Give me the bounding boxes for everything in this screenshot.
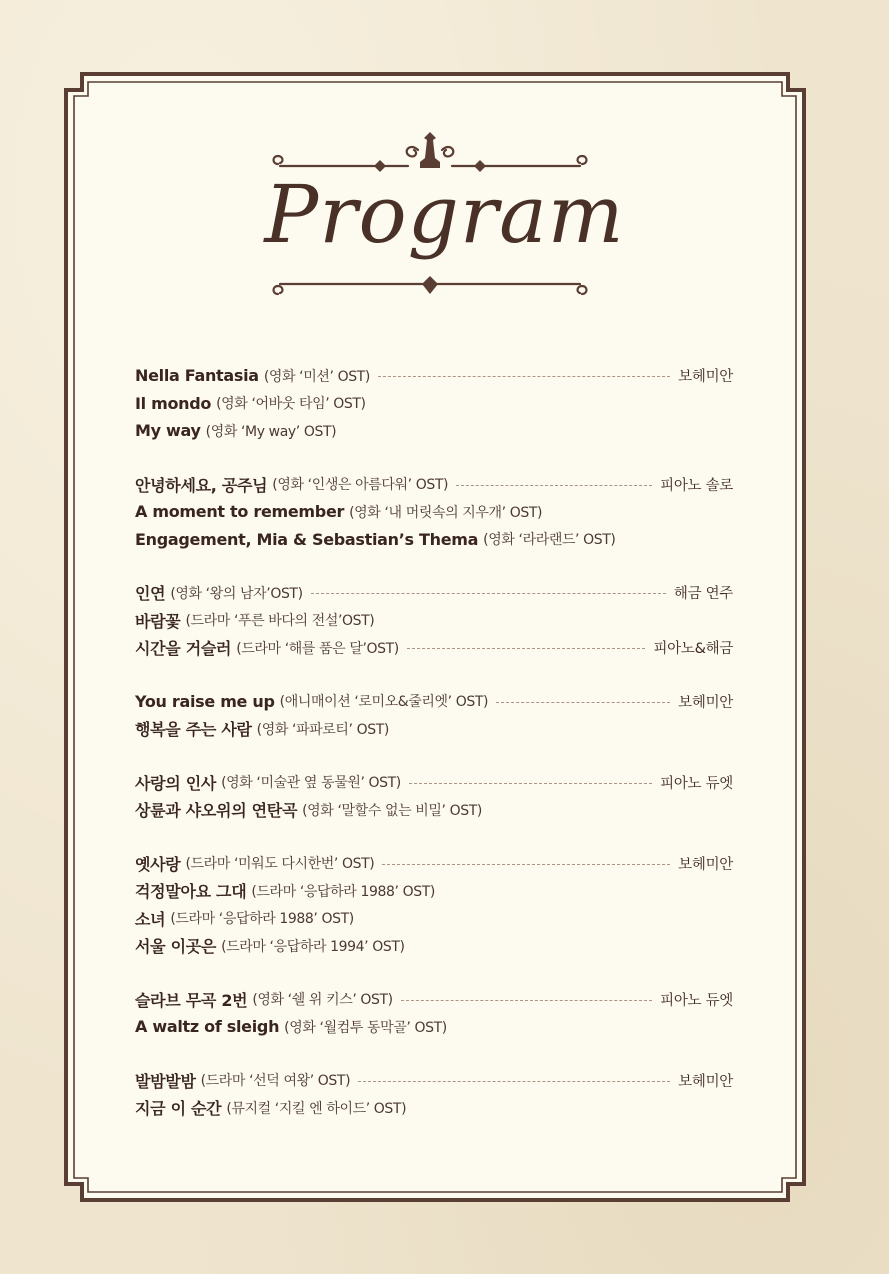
song-title: You raise me up [135,691,275,711]
song-source: (영화 ‘쉘 위 키스’ OST) [252,992,393,1009]
song-source: (영화 ‘My way’ OST) [205,423,337,440]
song-source: (영화 ‘왕의 남자’OST) [170,585,303,602]
program-row [135,932,733,960]
song-title: 행복을 주는 사람 [135,720,252,740]
program-row [135,986,733,1014]
program-row [135,526,733,554]
leader-dots [456,485,652,486]
leader-dots [358,1081,670,1082]
bottom-flourish-icon [270,272,590,302]
program-row [135,1094,733,1122]
song-title: 걱정말아요 그대 [135,882,247,902]
song-source: (영화 ‘월컴투 동막골’ OST) [284,1019,447,1036]
song-title: 안녕하세요, 공주님 [135,475,268,495]
song-title: Engagement, Mia & Sebastian’s Thema [135,529,479,549]
song-source: (드라마 ‘선덕 여왕’ OST) [200,1073,351,1090]
leader-dots [382,864,670,865]
song-source: (영화 ‘미술관 옆 동물원’ OST) [221,775,401,792]
program-group [135,769,733,824]
program-row [135,905,733,933]
song-title: 바람꽃 [135,611,181,631]
performer: 피아노 솔로 [660,477,733,494]
leader-dots [401,1000,652,1001]
leader-dots [407,648,646,649]
song-title: 인연 [135,584,166,604]
program-row [135,769,733,797]
program-list [135,362,733,1148]
program-row [135,850,733,878]
song-title: 시간을 거슬러 [135,639,232,659]
program-row [135,607,733,635]
song-source: (영화 ‘내 머릿속의 지우개’ OST) [349,504,543,521]
program-group [135,362,733,445]
song-title: My way [135,421,201,441]
song-title: 서울 이곳은 [135,937,217,957]
song-title: 발밤발밤 [135,1071,196,1091]
song-source: (드라마 ‘응답하라 1988’ OST) [251,883,435,900]
song-title: 옛사랑 [135,854,181,874]
performer: 보헤미안 [678,694,733,711]
song-source: (드라마 ‘응답하라 1994’ OST) [221,938,405,955]
song-source: (애니매이션 ‘로미오&줄리엣’ OST) [279,694,489,711]
song-source: (영화 ‘어바웃 타임’ OST) [216,396,366,413]
performer: 피아노 듀엣 [660,992,733,1009]
program-row [135,498,733,526]
program-group [135,850,733,960]
song-title: Nella Fantasia [135,366,259,386]
program-row [135,1013,733,1041]
program-row [135,362,733,390]
performer: 피아노 듀엣 [660,775,733,792]
song-source: (영화 ‘미션’ OST) [263,368,370,385]
song-source: (드라마 ‘푸른 바다의 전설’OST) [185,613,375,630]
program-row [135,579,733,607]
performer: 보헤미안 [678,369,733,386]
song-source: (드라마 ‘응답하라 1988’ OST) [170,911,354,928]
song-title: 상륜과 샤오위의 연탄곡 [135,801,298,821]
song-source: (뮤지컬 ‘지킬 엔 하이드’ OST) [226,1100,407,1117]
page-title: Program [264,168,625,261]
song-title: 지금 이 순간 [135,1099,222,1119]
performer: 해금 연주 [673,586,733,603]
program-group [135,1067,733,1122]
leader-dots [378,376,670,377]
program-row [135,796,733,824]
program-row [135,390,733,418]
program-group [135,579,733,662]
leader-dots [311,593,666,594]
program-row [135,688,733,716]
song-source: (영화 ‘말할수 없는 비밀’ OST) [302,802,482,819]
leader-dots [409,783,652,784]
song-title: 슬라브 무곡 2번 [135,990,248,1010]
program-row [135,1067,733,1095]
program-group [135,471,733,554]
performer: 보헤미안 [678,856,733,873]
song-title: 소녀 [135,909,166,929]
song-title: A waltz of sleigh [135,1017,280,1037]
program-group [135,688,733,743]
song-source: (영화 ‘파파로티’ OST) [256,721,389,738]
song-title: 사랑의 인사 [135,773,217,793]
performer: 보헤미안 [678,1073,733,1090]
song-title: A moment to remember [135,502,345,522]
program-row [135,417,733,445]
program-group [135,986,733,1041]
program-row [135,471,733,499]
song-source: (드라마 ‘해를 품은 달’OST) [236,640,399,657]
leader-dots [496,702,670,703]
program-row [135,877,733,905]
song-source: (영화 ‘인생은 아름다워’ OST) [272,477,449,494]
song-source: (드라마 ‘미워도 다시한번’ OST) [185,856,375,873]
program-row [135,634,733,662]
song-source: (영화 ‘라라랜드’ OST) [483,532,616,549]
performer: 피아노&해금 [653,641,733,658]
program-row [135,715,733,743]
song-title: Il mondo [135,393,212,413]
